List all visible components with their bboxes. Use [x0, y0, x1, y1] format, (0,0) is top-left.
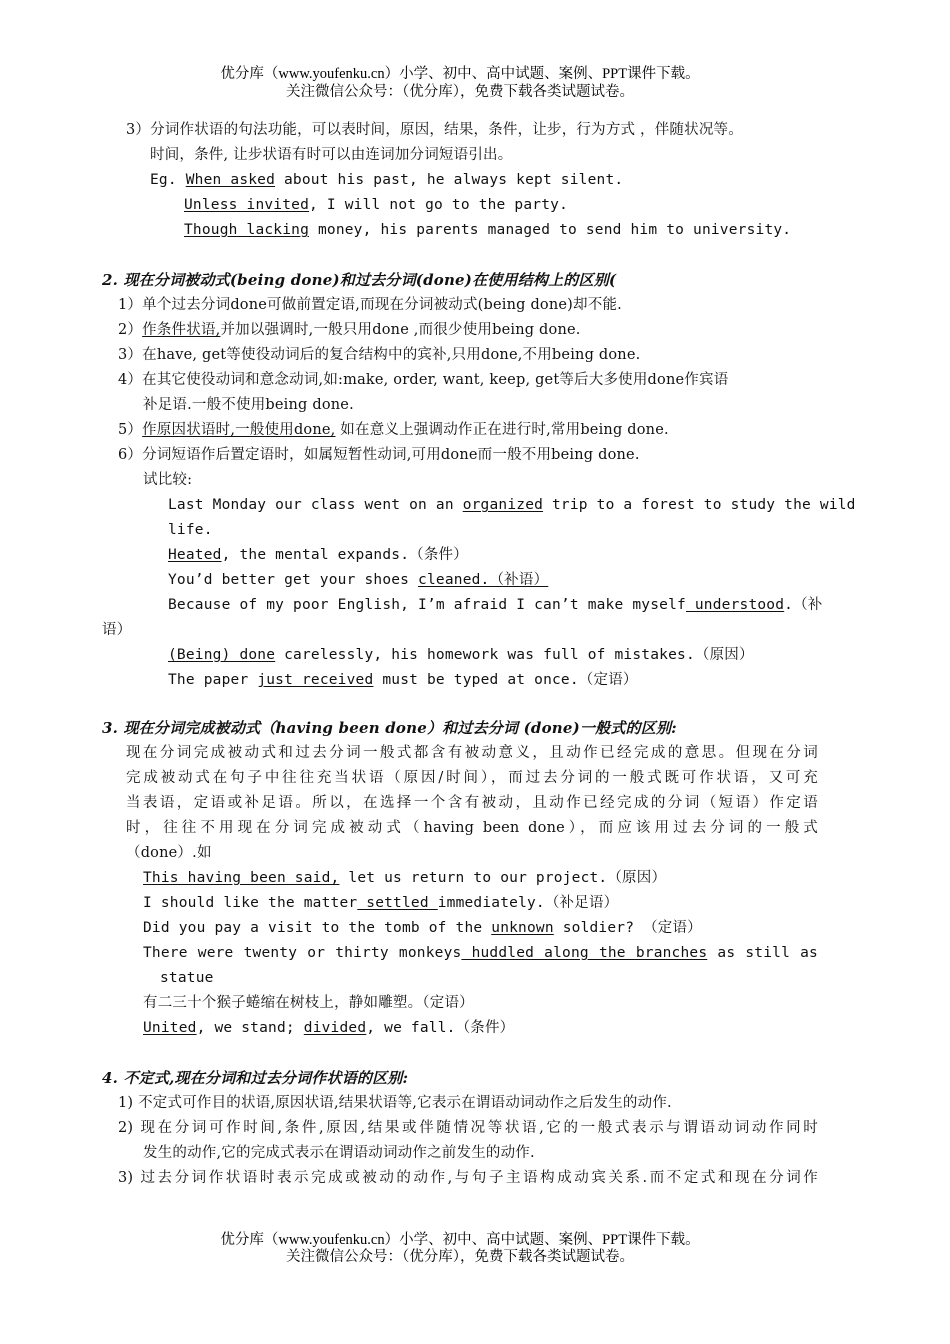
- sec3-paragraph-line3: [126, 793, 818, 813]
- sec2-example-3: [168, 570, 548, 590]
- paragraph-text: 当表语，定语或补足语。所以，在选择一个含有被动，且动作已经完成的分词（短语）作定语: [126, 795, 818, 811]
- sec1-example-2: [184, 195, 568, 215]
- example-text: The paper: [168, 672, 258, 688]
- sec4-item-2-line1: [118, 1118, 818, 1138]
- example-text: , we stand;: [196, 1020, 304, 1036]
- underlined-phrase: settled: [357, 895, 438, 911]
- sec3-example-6: [143, 1018, 514, 1038]
- sec3-paragraph-line5: （done）.如: [126, 845, 212, 861]
- sec2-item-4-line1: 4）在其它使役动词和意念动词,如:make, order, want, keep, get等后大多使用done作宾语: [118, 372, 729, 388]
- underlined-phrase: huddled along the branches: [461, 945, 708, 961]
- sec4-item-1: 1) 不定式可作目的状语,原因状语,结果状语等,它表示在谓语动词动作之后发生的动作.: [118, 1095, 672, 1111]
- example-text: .（补: [784, 597, 823, 613]
- sec1-item3-line1: 3）分词作状语的句法功能，可以表时间，原因，结果，条件，让步，行为方式 ，伴随状况等。: [126, 122, 743, 138]
- eg-label: Eg.: [150, 172, 177, 188]
- sec2-heading: 2. 现在分词被动式(being done)和过去分词(done)在使用结构上的区别(: [102, 271, 617, 289]
- underlined-phrase: When asked: [185, 172, 276, 188]
- sec2-example-1-line1: [168, 495, 856, 515]
- underlined-phrase: just received: [257, 672, 374, 688]
- example-text: Last Monday our class went on an: [168, 497, 463, 513]
- underlined-phrase: 作条件状语,: [142, 322, 221, 338]
- sec3-example-4-line2: statue: [160, 970, 214, 986]
- example-text: as still as: [707, 945, 818, 961]
- item-text: 3) 过去分词作状语时表示完成或被动的动作,与句子主语构成动宾关系.而不定式和现在分词作: [118, 1170, 818, 1186]
- underlined-phrase: 作原因状语时,一般使用done,: [142, 422, 336, 438]
- sec3-example-4-line1: [143, 943, 818, 963]
- underlined-phrase: (Being) done: [168, 647, 276, 663]
- example-text: trip to a forest to study the wild: [543, 497, 856, 513]
- sec2-item-1: 1）单个过去分词done可做前置定语,而现在分词被动式(being done)却不能.: [118, 297, 622, 313]
- underlined-phrase: cleaned.（补语）: [418, 572, 549, 588]
- underlined-phrase: understood: [685, 597, 785, 613]
- sec2-example-4-line2: 语）: [102, 622, 132, 638]
- underlined-phrase: United: [143, 1020, 197, 1036]
- sec2-example-6: [168, 670, 638, 690]
- sec3-example-5: 有二三十个猴子蜷缩在树枝上，静如雕塑。（定语）: [143, 995, 474, 1011]
- underlined-phrase: unknown: [491, 920, 554, 936]
- underlined-phrase: Though lacking: [184, 222, 310, 238]
- sec2-compare-label: 试比较:: [143, 472, 193, 488]
- sec2-example-5: [168, 645, 754, 665]
- example-text: I should like the matter: [143, 895, 358, 911]
- footer-line-2: 关注微信公众号：（优分库），免费下载各类试题试卷。: [286, 1249, 634, 1265]
- example-text: You’d better get your shoes: [168, 572, 419, 588]
- underlined-phrase: This having been said,: [143, 870, 340, 886]
- underlined-phrase: Heated: [168, 547, 222, 563]
- underlined-phrase: divided: [303, 1020, 367, 1036]
- sec3-example-3: [143, 918, 702, 938]
- sec2-example-2: [168, 545, 468, 565]
- example-text: , I will not go to the party.: [309, 197, 568, 213]
- sec2-item-6: 6）分词短语作后置定语时，如属短暂性动词,可用done而一般不用being done.: [118, 447, 640, 463]
- paragraph-text: 现在分词完成被动式和过去分词一般式都含有被动意义，且动作已经完成的意思。但现在分词: [126, 745, 818, 761]
- item-number: 5）: [118, 422, 143, 438]
- header-line-2: 关注微信公众号：（优分库），免费下载各类试题试卷。: [286, 84, 634, 100]
- sec1-item3-line2: 时间，条件, 让步状语有时可以由连词加分词短语引出。: [150, 147, 513, 163]
- sec4-item-2-line2: 发生的动作,它的完成式表示在谓语动词动作之前发生的动作.: [143, 1145, 535, 1161]
- sec2-example-4-line1: [168, 595, 823, 615]
- example-text: let us return to our project.（原因）: [339, 870, 667, 886]
- example-text: must be typed at once.（定语）: [373, 672, 638, 688]
- example-text: , we fall.（条件）: [366, 1020, 515, 1036]
- example-text: about his past, he always kept silent.: [275, 172, 624, 188]
- sec3-paragraph-line4: [126, 818, 818, 838]
- item-number: 2）: [118, 322, 143, 338]
- sec3-heading: 3. 现在分词完成被动式（having been done）和过去分词 (done)一般式的区别:: [102, 719, 677, 737]
- sec3-example-1: [143, 868, 666, 888]
- example-text: carelessly, his homework was full of mistakes.（原因）: [275, 647, 754, 663]
- example-text: Did you pay a visit to the tomb of the: [143, 920, 492, 936]
- sec2-example-1-line2: life.: [168, 522, 213, 538]
- sec2-item-2: [118, 320, 581, 340]
- example-text: , the mental expands.（条件）: [221, 547, 468, 563]
- sec2-item-5: [118, 420, 669, 440]
- paragraph-text: 完成被动式在句子中往往充当状语（原因/时间），而过去分词的一般式既可作状语，又可充: [126, 770, 818, 786]
- example-text: immediately.（补足语）: [437, 895, 619, 911]
- sec2-item-4-line2: 补足语.一般不使用being done.: [143, 397, 354, 413]
- underlined-phrase: organized: [462, 497, 544, 513]
- example-text: money, his parents managed to send him to university.: [309, 222, 792, 238]
- sec1-example-1: [150, 170, 623, 190]
- underlined-phrase: Unless invited: [184, 197, 310, 213]
- sec3-example-2: [143, 893, 618, 913]
- item-text: 并加以强调时,一般只用done ,而很少使用being done.: [220, 322, 581, 338]
- header-line-1: 优分库（www.youfenku.cn）小学、初中、高中试题、案例、PPT课件下载。: [220, 66, 700, 82]
- footer-line-1: 优分库（www.youfenku.cn）小学、初中、高中试题、案例、PPT课件下载。: [220, 1232, 700, 1248]
- example-text: Because of my poor English, I’m afraid I can’t make myself: [168, 597, 686, 613]
- sec1-example-3: [184, 220, 791, 240]
- sec3-paragraph-line2: [126, 768, 818, 788]
- paragraph-text: 时，往往不用现在分词完成被动式（having been done），而应该用过去分词的一般式: [126, 820, 818, 836]
- sec3-paragraph-line1: [126, 743, 818, 763]
- item-text: 2) 现在分词可作时间,条件,原因,结果或伴随情况等状语,它的一般式表示与谓语动词动作同时: [118, 1120, 818, 1136]
- sec4-item-3-line1: [118, 1168, 818, 1188]
- item-text: 如在意义上强调动作正在进行时,常用being done.: [335, 422, 669, 438]
- sec2-item-3: 3）在have, get等使役动词后的复合结构中的宾补,只用done,不用being done.: [118, 347, 641, 363]
- example-text: There were twenty or thirty monkeys: [143, 945, 462, 961]
- sec4-heading: 4. 不定式,现在分词和过去分词作状语的区别:: [102, 1069, 409, 1087]
- example-text: soldier? （定语）: [553, 920, 702, 936]
